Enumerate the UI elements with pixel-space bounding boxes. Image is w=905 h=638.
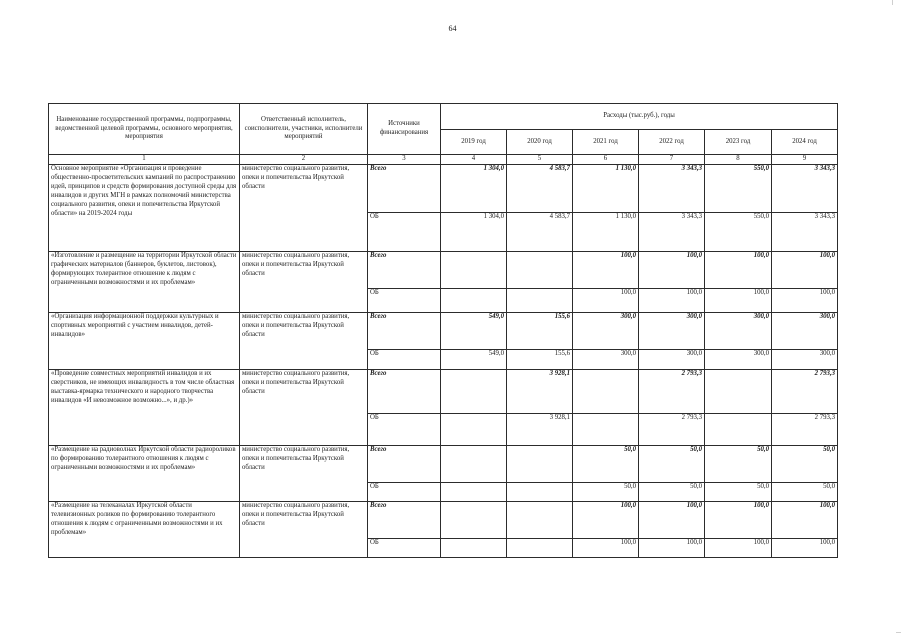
page-number: 64 bbox=[448, 24, 457, 33]
program-row bbox=[49, 502, 838, 539]
source-total-label: Всего bbox=[368, 313, 441, 350]
ob-value: 100,0 bbox=[772, 289, 838, 313]
program-row bbox=[49, 313, 838, 350]
executor-name: министерство социального развития, опеки и попечительства Иркутской области bbox=[240, 502, 368, 558]
scan-artifact-top bbox=[892, 0, 893, 5]
total-value: 3 343,3 bbox=[772, 165, 838, 213]
program-name: «Организация информационной поддержки культурных и спортивных мероприятий с участием инвалидов, детей-инвалидов» bbox=[49, 313, 240, 370]
total-value: 549,0 bbox=[441, 313, 507, 350]
total-value: 3 343,3 bbox=[639, 165, 705, 213]
program-name: Основное мероприятие «Организация и проведение общественно-просветительских кампаний по распространению идей, принципов и средств формирования доступной среды для инвалидов и других МГН в рамках полномочий министерства социального развития, опеки и попечительства Иркутской области» на 2019-2024 годы bbox=[49, 165, 240, 252]
column-number: 9 bbox=[772, 155, 838, 165]
header-year: 2022 год bbox=[639, 130, 705, 155]
source-ob-label: ОБ bbox=[368, 483, 441, 502]
total-value bbox=[705, 370, 772, 414]
total-value: 2 793,3 bbox=[639, 370, 705, 414]
executor-name: министерство социального развития, опеки и попечительства Иркутской области bbox=[240, 252, 368, 313]
ob-value: 300,0 bbox=[573, 350, 639, 370]
ob-value: 300,0 bbox=[705, 350, 772, 370]
header-executor: Ответственный исполнитель, соисполнители, участники, исполнители мероприятий bbox=[240, 104, 368, 155]
ob-value bbox=[705, 414, 772, 446]
ob-value: 100,0 bbox=[772, 539, 838, 558]
ob-value bbox=[507, 539, 573, 558]
ob-value: 300,0 bbox=[639, 350, 705, 370]
ob-value: 1 130,0 bbox=[573, 213, 639, 252]
total-value: 50,0 bbox=[639, 446, 705, 483]
total-value: 100,0 bbox=[705, 252, 772, 289]
source-ob-label: ОБ bbox=[368, 213, 441, 252]
column-number: 1 bbox=[49, 155, 240, 165]
ob-value: 100,0 bbox=[639, 539, 705, 558]
executor-name: министерство социального развития, опеки и попечительства Иркутской области bbox=[240, 446, 368, 502]
executor-name: министерство социального развития, опеки и попечительства Иркутской области bbox=[240, 370, 368, 446]
program-row bbox=[49, 446, 838, 483]
total-value bbox=[441, 252, 507, 289]
header-year: 2021 год bbox=[573, 130, 639, 155]
ob-value: 50,0 bbox=[573, 483, 639, 502]
total-value: 300,0 bbox=[705, 313, 772, 350]
total-value: 100,0 bbox=[772, 502, 838, 539]
column-number: 8 bbox=[705, 155, 772, 165]
ob-value bbox=[507, 289, 573, 313]
total-value: 50,0 bbox=[705, 446, 772, 483]
column-number: 4 bbox=[441, 155, 507, 165]
header-year: 2023 год bbox=[705, 130, 772, 155]
budget-table bbox=[48, 103, 838, 558]
ob-value: 4 583,7 bbox=[507, 213, 573, 252]
header-name: Наименование государственной программы, подпрограммы, ведомственной целевой программы, основного мероприятия, мероприятия bbox=[49, 104, 240, 155]
total-value bbox=[573, 370, 639, 414]
header-year: 2024 год bbox=[772, 130, 838, 155]
total-value bbox=[441, 370, 507, 414]
column-number: 2 bbox=[240, 155, 368, 165]
total-value: 300,0 bbox=[772, 313, 838, 350]
scan-artifact-bottom bbox=[896, 632, 901, 633]
source-total-label: Всего bbox=[368, 502, 441, 539]
ob-value: 300,0 bbox=[772, 350, 838, 370]
total-value: 100,0 bbox=[772, 252, 838, 289]
ob-value: 100,0 bbox=[705, 289, 772, 313]
ob-value bbox=[573, 414, 639, 446]
total-value: 100,0 bbox=[573, 252, 639, 289]
ob-value: 155,6 bbox=[507, 350, 573, 370]
source-ob-label: ОБ bbox=[368, 289, 441, 313]
ob-value bbox=[507, 483, 573, 502]
ob-value: 3 928,1 bbox=[507, 414, 573, 446]
total-value: 100,0 bbox=[639, 502, 705, 539]
program-row bbox=[49, 165, 838, 213]
program-name: «Размещение на телеканалах Иркутской области телевизионных роликов по формированию толерантного отношения к людям с ограниченными возможностями и их проблемам» bbox=[49, 502, 240, 558]
total-value: 300,0 bbox=[639, 313, 705, 350]
ob-value: 50,0 bbox=[772, 483, 838, 502]
ob-value: 550,0 bbox=[705, 213, 772, 252]
column-numbering-row bbox=[49, 155, 838, 165]
total-value: 550,0 bbox=[705, 165, 772, 213]
ob-value: 100,0 bbox=[573, 539, 639, 558]
ob-value: 100,0 bbox=[639, 289, 705, 313]
source-ob-label: ОБ bbox=[368, 414, 441, 446]
executor-name: министерство социального развития, опеки и попечительства Иркутской области bbox=[240, 313, 368, 370]
ob-value: 549,0 bbox=[441, 350, 507, 370]
total-value: 4 583,7 bbox=[507, 165, 573, 213]
program-name: «Изготовление и размещение на территории Иркутской области графических материалов (баннеров, буклетов, листовок), формирующих толерантное отношение к людям с ограниченными возможностями и их проблемам» bbox=[49, 252, 240, 313]
total-value: 1 130,0 bbox=[573, 165, 639, 213]
header-expenses: Расходы (тыс.руб.), годы bbox=[441, 104, 838, 130]
ob-value bbox=[441, 483, 507, 502]
total-value: 100,0 bbox=[639, 252, 705, 289]
header-year: 2020 год bbox=[507, 130, 573, 155]
total-value bbox=[507, 502, 573, 539]
total-value: 100,0 bbox=[705, 502, 772, 539]
ob-value: 50,0 bbox=[639, 483, 705, 502]
total-value: 300,0 bbox=[573, 313, 639, 350]
total-value bbox=[507, 252, 573, 289]
source-total-label: Всего bbox=[368, 446, 441, 483]
source-total-label: Всего bbox=[368, 165, 441, 213]
total-value: 3 928,1 bbox=[507, 370, 573, 414]
ob-value: 100,0 bbox=[573, 289, 639, 313]
ob-value: 2 793,3 bbox=[772, 414, 838, 446]
ob-value bbox=[441, 414, 507, 446]
total-value bbox=[441, 446, 507, 483]
ob-value: 3 343,3 bbox=[639, 213, 705, 252]
total-value: 50,0 bbox=[573, 446, 639, 483]
source-ob-label: ОБ bbox=[368, 350, 441, 370]
header-source: Источники финансирования bbox=[368, 104, 441, 155]
column-number: 3 bbox=[368, 155, 441, 165]
total-value: 155,6 bbox=[507, 313, 573, 350]
total-value bbox=[507, 446, 573, 483]
ob-value: 2 793,3 bbox=[639, 414, 705, 446]
total-value: 2 793,3 bbox=[772, 370, 838, 414]
ob-value: 50,0 bbox=[705, 483, 772, 502]
ob-value bbox=[441, 539, 507, 558]
total-value: 1 304,0 bbox=[441, 165, 507, 213]
ob-value: 3 343,3 bbox=[772, 213, 838, 252]
total-value bbox=[441, 502, 507, 539]
total-value: 100,0 bbox=[573, 502, 639, 539]
program-row bbox=[49, 252, 838, 289]
total-value: 50,0 bbox=[772, 446, 838, 483]
program-row bbox=[49, 370, 838, 414]
ob-value bbox=[441, 289, 507, 313]
header-year: 2019 год bbox=[441, 130, 507, 155]
column-number: 7 bbox=[639, 155, 705, 165]
source-total-label: Всего bbox=[368, 252, 441, 289]
executor-name: министерство социального развития, опеки и попечительства Иркутской области bbox=[240, 165, 368, 252]
program-name: «Проведение совместных мероприятий инвалидов и их сверстников, не имеющих инвалидность в том числе областная выставка-ярмарка технического и народного творчества инвалидов «И невозможное возможно...», и др.)» bbox=[49, 370, 240, 446]
source-total-label: Всего bbox=[368, 370, 441, 414]
source-ob-label: ОБ bbox=[368, 539, 441, 558]
column-number: 6 bbox=[573, 155, 639, 165]
ob-value: 100,0 bbox=[705, 539, 772, 558]
column-number: 5 bbox=[507, 155, 573, 165]
program-name: «Размещение на радиоволнах Иркутской области радиороликов по формированию толерантного отношения к людям с ограниченными возможностями и их проблемам» bbox=[49, 446, 240, 502]
ob-value: 1 304,0 bbox=[441, 213, 507, 252]
